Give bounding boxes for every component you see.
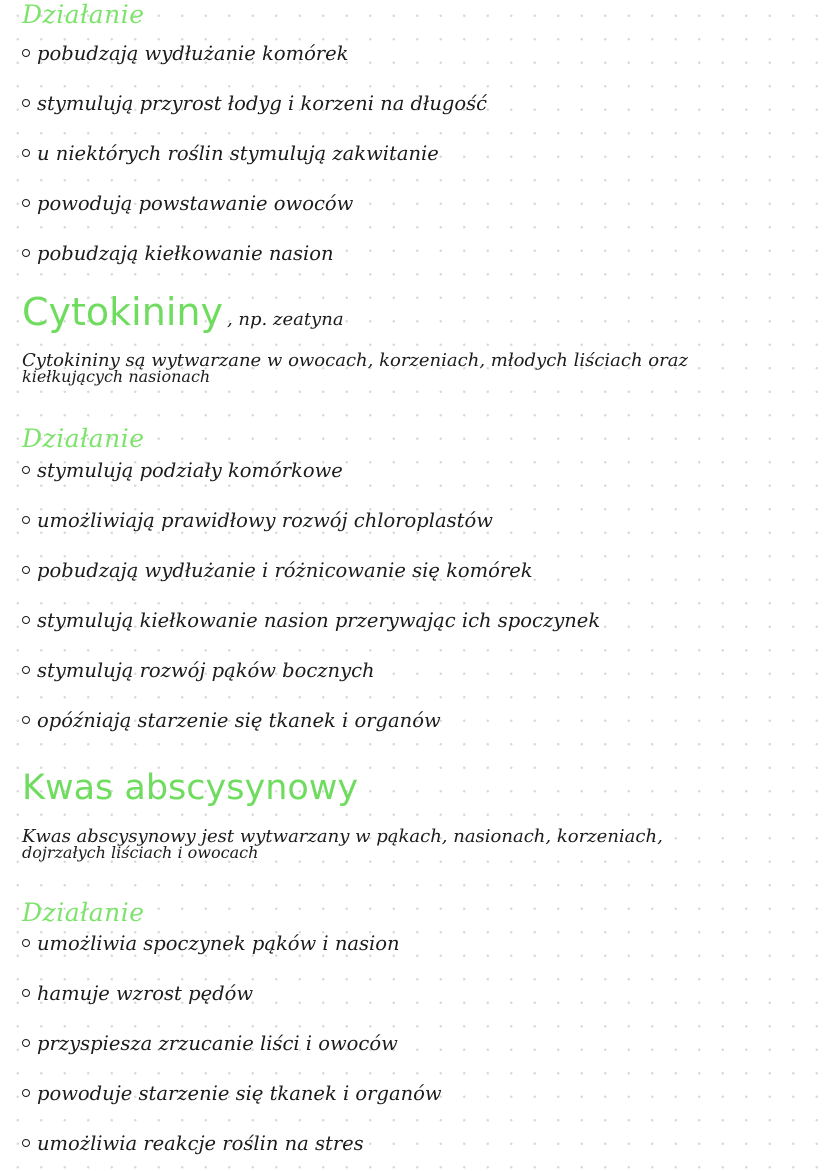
bullet-icon [22,1039,30,1047]
bullet-icon [22,566,30,574]
section3-subheading: Działanie [22,898,145,927]
section2-title: Cytokininy [22,290,223,334]
bullet-icon [22,939,30,947]
list-item: umożliwiają prawidłowy rozwój chloroplastów [22,495,600,545]
bullet-icon [22,199,30,207]
list-item: pobudzają kiełkowanie nasion [22,228,487,278]
list-item: stymulują podziały komórkowe [22,445,600,495]
section2-subheading: Działanie [22,424,145,453]
list-item: stymulują rozwój pąków bocznych [22,645,600,695]
bullet-icon [22,466,30,474]
list-item: stymulują kiełkowanie nasion przerywając ich spoczynek [22,595,600,645]
section1-bullet-list [22,28,487,278]
section2-title-line [22,290,344,334]
list-item: powoduje starzenie się tkanek i organów [22,1068,442,1118]
section2-description [22,350,828,386]
bullet-icon [22,149,30,157]
section3-bullet-list [22,918,442,1168]
section2-description-line2: kiełkujących nasionach [22,367,211,386]
bullet-icon [22,666,30,674]
list-item: opóźniają starzenie się tkanek i organów [22,695,600,745]
list-item: u niektórych roślin stymulują zakwitanie [22,128,487,178]
bullet-icon [22,516,30,524]
list-item: powodują powstawanie owoców [22,178,487,228]
section2-description-line1: Cytokininy są wytwarzane w owocach, korzeniach, młodych liściach oraz [22,350,688,371]
section3-description [22,826,828,862]
bullet-icon [22,616,30,624]
list-item: stymulują przyrost łodyg i korzeni na długość [22,78,487,128]
section2-bullet-list [22,445,600,745]
list-item: przyspiesza zrzucanie liści i owoców [22,1018,442,1068]
section1-subheading: Działanie [22,0,145,29]
bullet-icon [22,1139,30,1147]
list-item: hamuje wzrost pędów [22,968,442,1018]
section3-description-line2: dojrzałych liściach i owocach [22,843,259,862]
bullet-icon [22,249,30,257]
bullet-icon [22,1089,30,1097]
bullet-icon [22,989,30,997]
section3-title: Kwas abscysynowy [22,768,359,808]
list-item: pobudzają wydłużanie i różnicowanie się komórek [22,545,600,595]
bullet-icon [22,99,30,107]
section2-example: , np. zeatyna [226,309,344,330]
list-item: umożliwia spoczynek pąków i nasion [22,918,442,968]
list-item: pobudzają wydłużanie komórek [22,28,487,78]
section3-description-line1: Kwas abscysynowy jest wytwarzany w pąkach, nasionach, korzeniach, [22,826,663,847]
list-item: umożliwia reakcje roślin na stres [22,1118,442,1168]
bullet-icon [22,716,30,724]
bullet-icon [22,49,30,57]
